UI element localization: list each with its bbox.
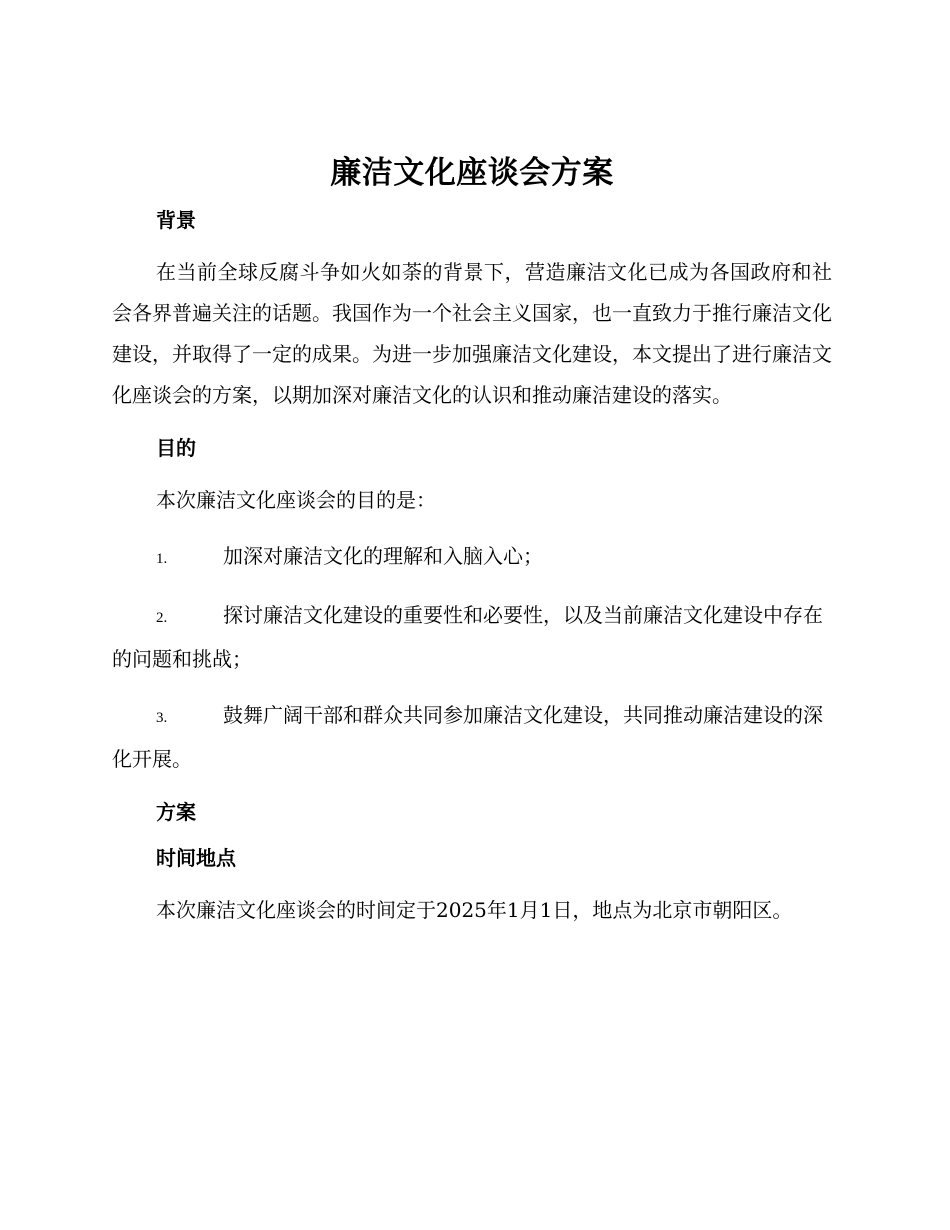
list-item <box>112 536 832 580</box>
section-heading-plan: 方案 <box>156 800 196 824</box>
list-item-number: 3. <box>156 710 168 726</box>
section-heading-background: 背景 <box>156 208 196 232</box>
list-item-text: 加深对廉洁文化的理解和入脑入心； <box>223 544 543 568</box>
document-page <box>112 150 832 931</box>
purpose-intro: 本次廉洁文化座谈会的目的是： <box>156 488 436 512</box>
subsection-heading-time-place: 时间地点 <box>156 846 236 870</box>
list-item-number: 1. <box>156 551 168 567</box>
list-item-text: 鼓舞广阔干部和群众共同参加廉洁文化建设，共同推动廉洁建设的深化开展。 <box>112 703 823 771</box>
background-paragraph: 在当前全球反腐斗争如火如荼的背景下，营造廉洁文化已成为各国政府和社会各界普遍关注的话题。我国作为一个社会主义国家，也一直致力于推行廉洁文化建设，并取得了一定的成果。为进一步加强廉洁文化建设，本文提出了进行廉洁文化座谈会的方案，以期加深对廉洁文化的认识和推动廉洁建设的落实。 <box>112 260 832 407</box>
list-item-number: 2. <box>156 610 168 626</box>
list-item <box>112 595 832 680</box>
time-place-paragraph: 本次廉洁文化座谈会的时间定于2025年1月1日，地点为北京市朝阳区。 <box>156 898 793 922</box>
document-title: 廉洁文化座谈会方案 <box>330 155 614 191</box>
list-item <box>112 695 832 780</box>
list-item-text: 探讨廉洁文化建设的重要性和必要性，以及当前廉洁文化建设中存在的问题和挑战； <box>112 603 823 671</box>
section-heading-purpose: 目的 <box>156 436 196 460</box>
